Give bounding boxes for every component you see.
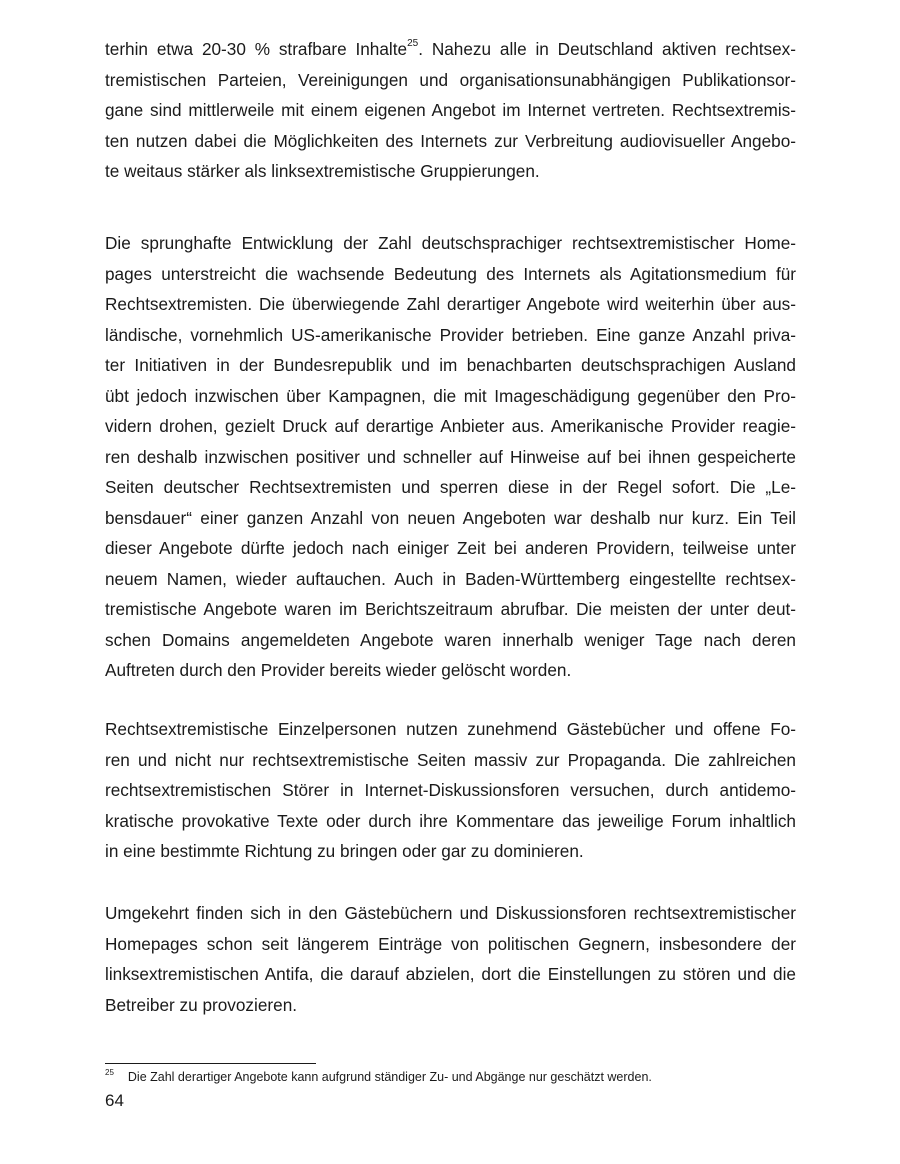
text-line: linksextremistischen Antifa, die darauf abzielen, dort die Einstellungen zu stören und die	[105, 964, 796, 984]
text-line: neuem Namen, wieder auftauchen. Auch in Baden-Württemberg eingestellte rechtsex-	[105, 568, 796, 589]
text-line: Rechtsextremisten. Die überwiegende Zahl derartiger Angebote wird weiterhin über aus-	[105, 294, 796, 314]
text-line: übt jedoch inzwischen über Kampagnen, die mit Imageschädigung gegenüber den Pro-	[105, 385, 796, 406]
text-line: Rechtsextremistische Einzelpersonen nutzen zunehmend Gästebücher und offene Fo-	[105, 719, 796, 739]
text-line: Betreiber zu provozieren.	[105, 994, 298, 1015]
text-line: bensdauer“ einer ganzen Anzahl von neuen Angeboten war deshalb nur kurz. Ein Teil	[105, 507, 796, 528]
text-line: tremistische Angebote waren im Berichtszeitraum abrufbar. Die meisten der unter deut-	[105, 599, 796, 619]
text-line: ländische, vornehmlich US-amerikanische Provider betrieben. Eine ganze Anzahl priva-	[105, 324, 796, 345]
text-line: Die sprunghafte Entwicklung der Zahl deutschsprachiger rechtsextremistischer Home-	[105, 233, 796, 253]
text-segment: . Nahezu alle in Deutschland aktiven rechtsex-	[418, 39, 796, 59]
text-line: gane sind mittlerweile mit einem eigenen Angebot im Internet vertreten. Rechtsextremis-	[105, 100, 796, 120]
footnote-reference[interactable]: 25	[407, 38, 419, 50]
text-line: Homepages schon seit längerem Einträge von politischen Gegnern, insbesondere der	[105, 933, 796, 954]
text-line: vidern drohen, gezielt Druck auf derartige Anbieter aus. Amerikanische Provider reagie-	[105, 416, 796, 436]
text-line: Umgekehrt finden sich in den Gästebüchern und Diskussionsforen rechtsextremistischer	[105, 903, 796, 923]
text-line: dieser Angebote dürfte jedoch nach einiger Zeit bei anderen Providern, teilweise unter	[105, 538, 796, 558]
footnote-text: Die Zahl derartiger Angebote kann aufgrund ständiger Zu- und Abgänge nur geschätzt werden.	[127, 1070, 652, 1084]
text-line: kratische provokative Texte oder durch ihre Kommentare das jeweilige Forum inhaltlich	[105, 810, 796, 831]
text-line: ren deshalb inzwischen positiver und schneller auf Hinweise auf bei ihnen gespeicherte	[105, 446, 796, 467]
text-line: te weitaus stärker als linksextremistische Gruppierungen.	[105, 161, 540, 181]
footnote	[105, 1068, 652, 1086]
text-line: ten nutzen dabei die Möglichkeiten des Internets zur Verbreitung audiovisueller Angebo-	[105, 130, 796, 151]
text-line: in eine bestimmte Richtung zu bringen oder gar zu dominieren.	[105, 841, 584, 861]
text-line: schen Domains angemeldeten Angebote waren innerhalb weniger Tage nach deren	[105, 629, 796, 650]
text-line: pages unterstreicht die wachsende Bedeutung des Internets als Agitationsmedium für	[105, 263, 796, 284]
text-line: ren und nicht nur rechtsextremistische Seiten massiv zur Propaganda. Die zahlreichen	[105, 749, 796, 770]
footnote-number: 25	[105, 1067, 114, 1077]
text-segment: terhin etwa 20-30 % strafbare Inhalte	[105, 39, 408, 59]
page-number: 64	[105, 1091, 124, 1110]
text-line: tremistischen Parteien, Vereinigungen und organisationsunabhängigen Publikationsor-	[105, 69, 796, 90]
text-line: ter Initiativen in der Bundesrepublik und im benachbarten deutschsprachigen Ausland	[105, 355, 796, 375]
text-line: Auftreten durch den Provider bereits wieder gelöscht worden.	[105, 660, 572, 680]
text-line: rechtsextremistischen Störer in Internet-Diskussionsforen versuchen, durch antidemo-	[105, 780, 796, 800]
text-line: Seiten deutscher Rechtsextremisten und sperren diese in der Regel sofort. Die „Le-	[105, 477, 796, 497]
footnote-divider	[105, 1063, 316, 1064]
text-line	[105, 34, 796, 65]
